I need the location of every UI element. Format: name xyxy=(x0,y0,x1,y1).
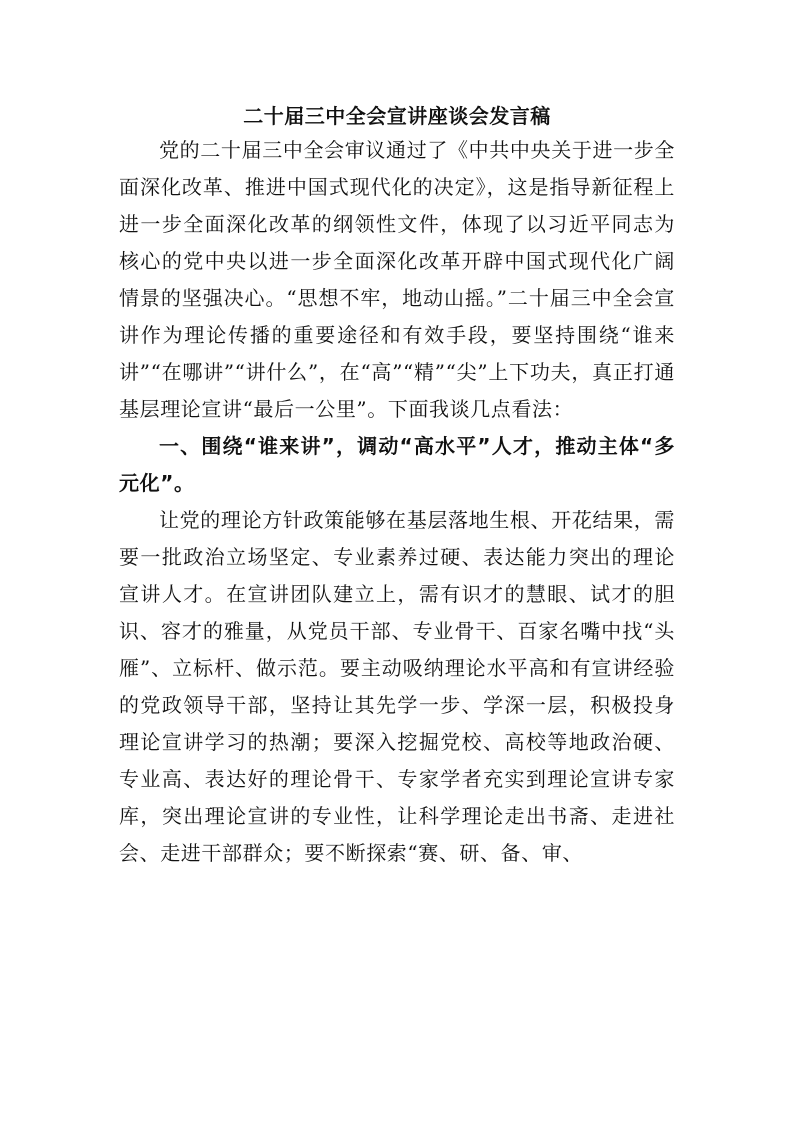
section-heading-1: 一、围绕“谁来讲”，调动“高水平”人才，推动主体“多元化”。 xyxy=(119,434,675,495)
section-paragraph-1: 让党的理论方针政策能够在基层落地生根、开花结果，需要一批政治立场坚定、专业素养过硬、表达能力突出的理论宣讲人才。在宣讲团队建立上，需有识才的慧眼、试才的胆识、容才的雅量，从党员干部、专业骨干、百家名嘴中找“头雁”、立标杆、做示范。要主动吸纳理论水平高和有宣讲经验的党政领导干部，坚持让其先学一步、学深一层，积极投身理论宣讲学习的热潮；要深入挖掘党校、高校等地政治硬、专业高、表达好的理论骨干、专家学者充实到理论宣讲专家库，突出理论宣讲的专业性，让科学理论走出书斋、走进社会、走进干部群众；要不断探索“赛、研、备、审、 xyxy=(119,508,675,865)
document-title: 二十届三中全会宣讲座谈会发言稿 xyxy=(243,104,551,128)
intro-paragraph: 党的二十届三中全会审议通过了《中共中央关于进一步全面深化改革、推进中国式现代化的决定》，这是指导新征程上进一步全面深化改革的纲领性文件，体现了以习近平同志为核心的党中央以进一步全面深化改革开辟中国式现代化广阔情景的坚强决心。“思想不牢，地动山摇。”二十届三中全会宣讲作为理论传播的重要途径和有效手段，要坚持围绕“谁来讲”“在哪讲”“讲什么”，在“高”“精”“尖”上下功夫，真正打通基层理论宣讲“最后一公里”。下面我谈几点看法： xyxy=(119,138,675,421)
document-body xyxy=(119,100,675,872)
